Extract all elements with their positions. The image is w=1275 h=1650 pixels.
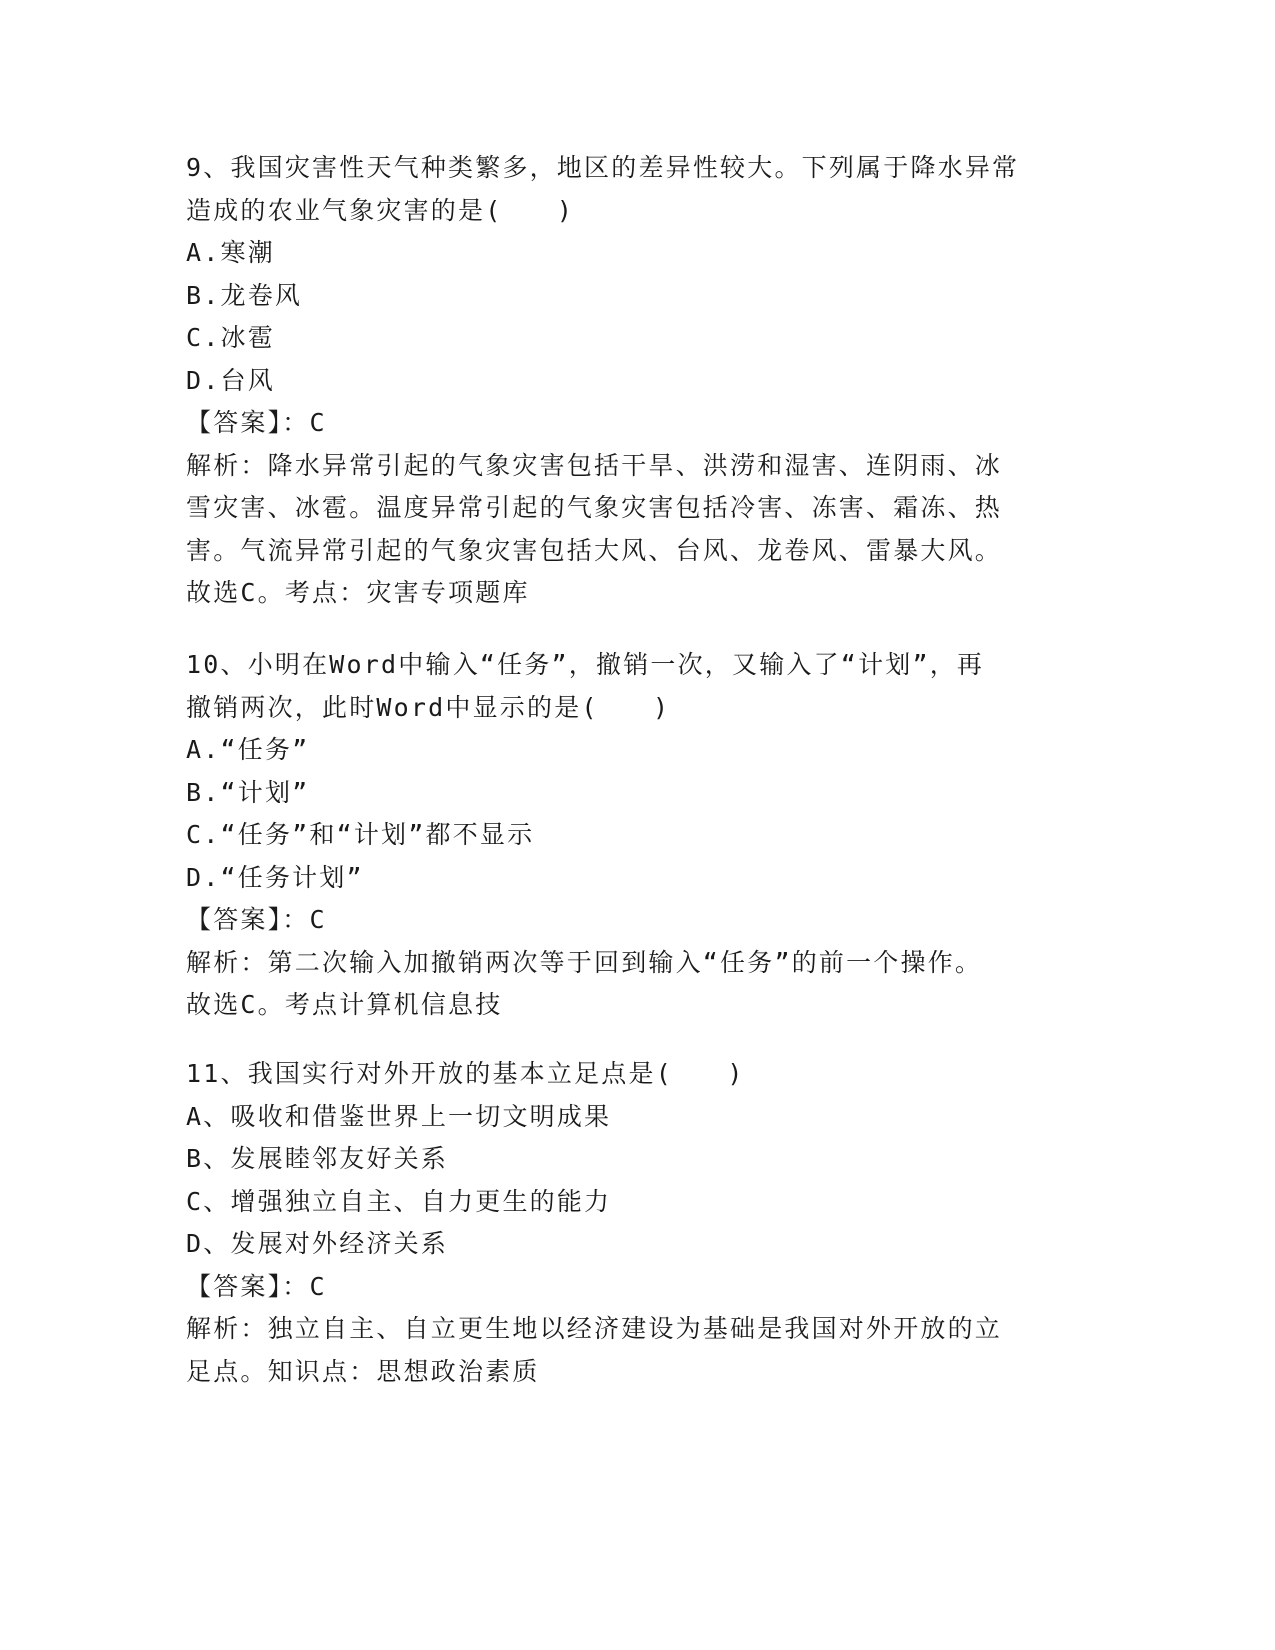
option-a: A、吸收和借鉴世界上一切文明成果 [186,1101,612,1131]
question-11 [186,1053,1066,1393]
question-stem: 造成的农业气象灾害的是( ) [186,195,575,225]
option-a: A.“任务” [186,735,310,764]
question-10 [186,644,1066,1027]
option-b: B、发展睦邻友好关系 [186,1144,449,1173]
answer-line: 【答案】：C [186,905,327,934]
option-a: A.寒潮 [186,238,275,267]
analysis-line: 故选C。考点：灾害专项题库 [186,578,530,607]
option-b: B.“计划” [186,777,310,807]
question-stem: 10、小明在Word中输入“任务”，撤销一次，又输入了“计划”，再 [186,650,985,679]
option-d: D、发展对外经济关系 [186,1229,449,1258]
analysis-line: 解析：降水异常引起的气象灾害包括干旱、洪涝和湿害、连阴雨、冰 [186,450,1003,480]
answer-line: 【答案】：C [186,408,327,437]
option-d: D.台风 [186,365,275,395]
analysis-line: 雪灾害、冰雹。温度异常引起的气象灾害包括冷害、冻害、霜冻、热 [186,493,1003,522]
analysis-line: 解析：第二次输入加撤销两次等于回到输入“任务”的前一个操作。 [186,947,983,977]
analysis-line: 害。气流异常引起的气象灾害包括大风、台风、龙卷风、雷暴大风。 [186,535,1003,565]
answer-line: 【答案】：C [186,1271,327,1301]
option-d: D.“任务计划” [186,862,364,892]
analysis-line: 解析：独立自主、自立更生地以经济建设为基础是我国对外开放的立 [186,1314,1003,1343]
question-stem: 撤销两次，此时Word中显示的是( ) [186,692,671,722]
option-c: C.“任务”和“计划”都不显示 [186,820,535,849]
analysis-line: 足点。知识点：思想政治素质 [186,1356,540,1386]
option-c: C.冰雹 [186,323,275,352]
question-9 [186,147,1066,615]
question-stem: 9、我国灾害性天气种类繁多，地区的差异性较大。下列属于降水异常 [186,153,1020,182]
option-b: B.龙卷风 [186,280,303,310]
option-c: C、增强独立自主、自力更生的能力 [186,1186,612,1216]
analysis-line: 故选C。考点计算机信息技 [186,990,503,1019]
question-stem: 11、我国实行对外开放的基本立足点是( ) [186,1059,745,1088]
